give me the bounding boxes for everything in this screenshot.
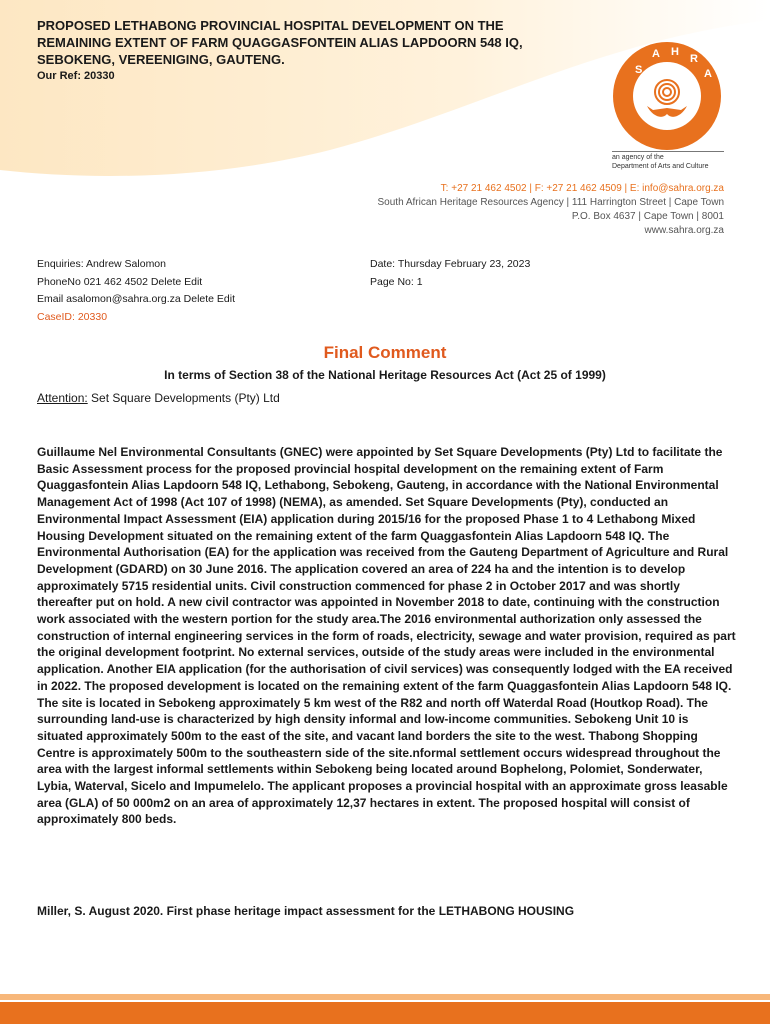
contact-address-line2: P.O. Box 4637 | Cape Town | 8001 — [571, 211, 724, 222]
body-paragraph: Guillaume Nel Environmental Consultants (GNEC) were appointed by Set Square Developments (Pty) Ltd to facilitate the Basic Assessment process for the proposed provincial hospital development on the remaining extent of Farm Quaggasfontein Alias Lapdoorn 548 IQ, Lethabong, Sebokeng, Gauteng, in accordance with the National Environmental Management Act of 1998 (Act 107 of 1998) (NEMA), as amended. Set Square Developments (Pty), conducted an Environmental Impact Assessment (EIA) application during 2015/16 for the proposed Phase 1 to 4 Lethabong Mixed Housing Development situated on the remaining extent of the farm Quaggasfontein Alias Lapdoorn 548 IQ. The Environmental Authorisation (EA) for the application was received from the Gauteng Department of Agriculture and Rural Development (GDARD) on 30 June 2016. The application covered an area of 224 ha and the intention is to develop approximately 5715 residential units. Civil construction commenced for phase 2 in October 2017 and was shortly thereafter put on hold. A new civil contractor was appointed in November 2018 to date, continuing with the construction work associated with the western portion for the study area.The 2016 environmental authorization only assessed the construction of internal engineering services in the form of roads, electricity, sewage and water provision, required as part the original development footprint. No external services, outside of the study areas were included in the environmental application. Another EIA application (for the authorisation of civil services) was consequently lodged with the EA received in 2022. The proposed development is located on the remaining extent of the farm Quaggasfontein Alias Lapdoorn 548 IQ. The site is located in Sebokeng approximately 5 km west of the R82 and north off Waterdal Road (Houtkop Road). The surrounding land-use is characterized by high density informal and low-income communities. Sebokeng Unit 10 is situated approximately 500m to the east of the site, and vacant land borders the site to the west. Thabong Shopping Centre is approximately 500m to the southeastern side of the site.nformal settlement occurs widespread throughout the area with the largest informal settlements within Sebokeng being located around Bophelong, Polomiet, Sonderwater, Lybia, Waterval, Sicelo and Impumelelo. The applicant proposes a provincial hospital with an approximate gross leasable area (GLA) of 50 000m2 on an area of approximately 12,37 hectares in extent. The proposed hospital will consist of approximately 800 beds. — [37, 445, 736, 827]
final-comment-heading: Final Comment — [323, 343, 447, 362]
svg-text:A: A — [652, 48, 660, 60]
svg-text:R: R — [690, 53, 698, 65]
attention-label: Attention: — [37, 391, 88, 405]
contact-website[interactable]: www.sahra.org.za — [644, 225, 724, 236]
contact-block — [378, 182, 725, 238]
attention-line — [37, 391, 280, 405]
sahra-logo — [607, 40, 727, 152]
case-id: CaseID: 20330 — [37, 310, 108, 323]
document-date: Date: Thursday February 23, 2023 — [370, 258, 531, 270]
document-title: PROPOSED LETHABONG PROVINCIAL HOSPITAL DEVELOPMENT ON THE REMAINING EXTENT OF FARM QUAGGASFONTEIN ALIAS LAPDOORN 548 IQ, SEBOKENG, VEREENIGING, GAUTENG. — [37, 18, 523, 67]
agency-caption: an agency of the Department of Arts and Culture — [612, 151, 724, 171]
contact-phone-line: T: +27 21 462 4502 | F: +27 21 462 4509 | E: info@sahra.org.za — [440, 183, 724, 194]
enquiries-block — [37, 256, 235, 326]
svg-text:A: A — [704, 68, 712, 80]
reference-citation: Miller, S. August 2020. First phase heritage impact assessment for the LETHABONG HOUSING — [37, 904, 575, 918]
enquiries-email: Email asalomon@sahra.org.za Delete Edit — [37, 293, 236, 305]
svg-text:S: S — [635, 64, 643, 76]
svg-text:H: H — [671, 46, 679, 58]
contact-address-line1: South African Heritage Resources Agency | 111 Harrington Street | Cape Town — [377, 197, 724, 208]
footer-band — [0, 994, 770, 1024]
enquiries-phone: PhoneNo 021 462 4502 Delete Edit — [37, 275, 203, 288]
date-block — [370, 256, 530, 291]
attention-value: Set Square Developments (Pty) Ltd — [87, 391, 280, 405]
our-reference: Our Ref: 20330 — [37, 70, 115, 82]
enquiries-contact: Enquiries: Andrew Salomon — [37, 258, 166, 270]
page-number: Page No: 1 — [370, 275, 423, 288]
act-subheading: In terms of Section 38 of the National Heritage Resources Act (Act 25 of 1999) — [164, 368, 606, 382]
